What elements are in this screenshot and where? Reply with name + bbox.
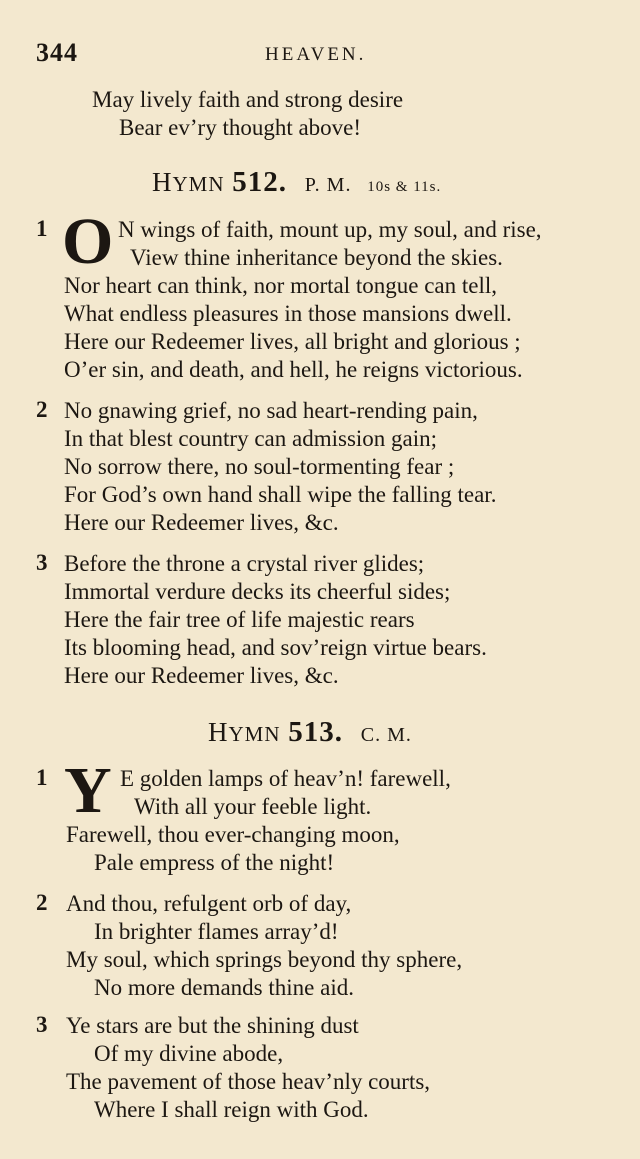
hymn-measure: 10s & 11s. [367,179,442,195]
verse-line: And thou, refulgent orb of day, [66,891,352,916]
verse-line: My soul, which springs beyond thy sphere, [66,947,463,972]
hymn-title-word: YMN [172,172,225,196]
verse-line: For God’s own hand shall wipe the falling tear. [64,482,497,507]
verse-number: 3 [36,1012,48,1037]
page-number: 344 [36,38,78,67]
verse-number: 2 [36,397,48,422]
hymn-number: 513. [288,716,344,748]
verse-number: 2 [36,890,48,915]
verse-line: What endless pleasures in those mansions dwell. [64,301,512,326]
verse-line: With all your feeble light. [134,794,372,819]
verse-number: 1 [36,765,48,790]
verse-line: In that blest country can admission gain; [64,426,438,451]
drop-cap: O [62,205,114,278]
verse-line: Here our Redeemer lives, &c. [64,510,339,535]
verse-line: Pale empress of the night! [94,850,335,875]
verse-number: 3 [36,550,48,575]
verse-line: Nor heart can think, nor mortal tongue can tell, [64,273,498,298]
verse-line: Where I shall reign with God. [94,1097,369,1122]
verse-line: No sorrow there, no soul-tormenting fear ; [64,454,455,479]
verse-line: Ye stars are but the shining dust [66,1013,359,1038]
hymn-title-initial: H [152,167,173,197]
drop-cap: Y [64,754,112,827]
verse-line: Farewell, thou ever-changing moon, [66,822,400,847]
verse-line: Its blooming head, and sov’reign virtue bears. [64,635,487,660]
verse-line: O’er sin, and death, and hell, he reigns victorious. [64,357,523,382]
hymn-meter: P. M. [304,174,352,196]
running-title: HEAVEN. [265,44,367,65]
hymn-512-title [152,166,441,199]
verse-line: N wings of faith, mount up, my soul, and rise, [118,217,542,242]
verse-line: Of my divine abode, [94,1041,284,1066]
continuation-line: Bear ev’ry thought above! [119,115,362,140]
verse-line: Immortal verdure decks its cheerful sides; [64,579,451,604]
verse-line: No more demands thine aid. [94,975,354,1000]
hymn-title-initial: H [208,717,229,747]
verse-line: In brighter flames array’d! [94,919,339,944]
verse-line: E golden lamps of heav’n! farewell, [120,766,451,791]
verse-line: Before the throne a crystal river glides; [64,551,425,576]
verse-line: Here the fair tree of life majestic rears [64,607,415,632]
verse-line: View thine inheritance beyond the skies. [130,245,503,270]
hymn-meter: C. M. [360,724,412,746]
hymn-title-word: YMN [228,722,281,746]
verse-line: Here our Redeemer lives, &c. [64,663,339,688]
verse-number: 1 [36,216,48,241]
continuation-line: May lively faith and strong desire [92,87,404,112]
verse-line: No gnawing grief, no sad heart-rending pain, [64,398,478,423]
hymn-number: 512. [232,166,288,198]
verse-line: The pavement of those heav’nly courts, [66,1069,431,1094]
hymn-513-title [208,716,412,749]
verse-line: Here our Redeemer lives, all bright and glorious ; [64,329,521,354]
